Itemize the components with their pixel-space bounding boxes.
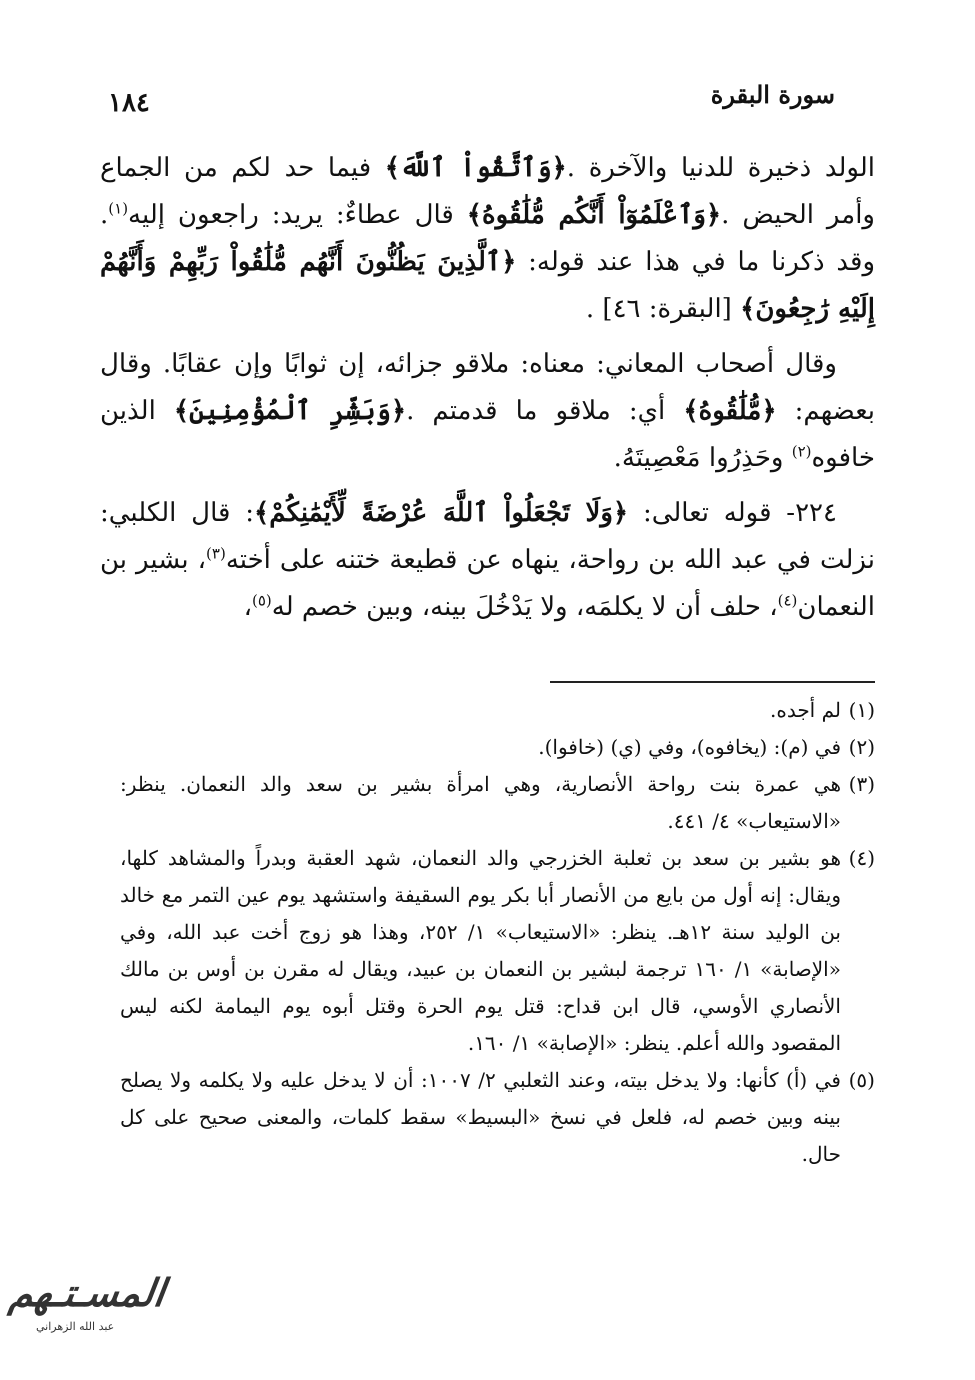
footnote-number: (١) xyxy=(848,698,875,722)
quran-verse: ﴿وَٱعْلَمُوٓاْ أَنَّكُم مُّلَٰقُوهُ﴾ xyxy=(466,200,722,230)
footnote xyxy=(120,692,875,729)
surah-title: سورة البقرة xyxy=(710,80,835,109)
page-header xyxy=(100,78,875,118)
footnote-number: (٢) xyxy=(848,735,875,759)
footnote-text: في (أ) كأنها: ولا يدخل بيته، وعند الثعلبي ٢/ ١٠٠٧: أن لا يدخل عليه ولا يكلمه ولا يصلح بينه وبين خصم له، فلعل في نسخ «البسيط» سقط كلمات، والمعنى صحيح على كل حال. xyxy=(120,1068,841,1166)
body-text: وقال أصحاب المعاني: معناه: ملاقو جزائه، إن ثوابًا وإن عقابًا. وقال بعضهم: xyxy=(100,349,876,426)
footnote-text: هي عمرة بنت رواحة الأنصارية، وهي امرأة بشير بن سعد والد النعمان. ينظر: «الاستيعاب» ٤/ ٤٤١. xyxy=(120,772,841,833)
body-text: ، بشير بن النعمان xyxy=(100,545,875,622)
footnote-ref: (٣) xyxy=(206,544,226,563)
logo-subtitle: عبد الله الزهراني xyxy=(36,1320,115,1333)
body-text: ، حلف أن لا يكلمَه، ولا يَدْخُلَ بينه، وبين خصم له xyxy=(271,592,778,622)
quran-verse: ﴿وَٱتَّقُواْ ٱللَّهَ﴾ xyxy=(384,153,567,183)
publisher-logo xyxy=(6,1270,168,1340)
footnote-number: (٥) xyxy=(848,1068,875,1092)
footnote-text: في (م): (يخافوه)، وفي (ي) (خافوا). xyxy=(538,735,841,759)
footnote-text: هو بشير بن سعد بن ثعلبة الخزرجي والد النعمان، شهد العقبة وبدراً والمشاهد كلها، ويقال: إنه أول من بايع من الأنصار أبا بكر يوم السقيفة واستشهد يوم عين التمر مع خالد بن الوليد سنة ١٢هـ. ينظر: «الاستيعاب» ١/ ٢٥٢، وهذا هو زوج أخت عبد الله، وفي «الإصابة» ١/ ١٦٠ ترجمة لبشير بن النعمان بن عبيد، ويقال له مقرن بن أوس بن مالك الأنصاري الأوسي، قال ابن قداح: قتل يوم الحرة وقتل أبوه يوم اليمامة لكنه ليس المقصود والله أعلم. ينظر: «الإصابة» ١/ ١٦٠. xyxy=(120,846,841,1055)
footnote-number: (٣) xyxy=(848,772,875,796)
footnote-ref: (٤) xyxy=(777,591,798,610)
body-text: [البقرة: ٤٦] . xyxy=(585,294,741,324)
footnote-text: لم أجده. xyxy=(769,698,841,722)
body-text: . وقد ذكرنا ما في هذا عند قوله: xyxy=(100,200,875,277)
page-number: ١٨٤ xyxy=(108,88,150,118)
body-text: الولد ذخيرة للدنيا والآخرة . xyxy=(566,153,876,183)
quran-verse: ﴿وَبَشِّرِ ٱلْمُؤْمِنِينَ﴾ xyxy=(173,396,407,426)
footnote xyxy=(120,729,875,766)
body-text: : قال الكلبي: نزلت في عبد الله بن رواحة، ينهاه عن قطيعة ختنه على أخته xyxy=(100,498,875,575)
footnote xyxy=(120,766,875,840)
body-text: وحَذِرُوا مَعْصِيتَهُ. xyxy=(613,443,792,473)
footnote xyxy=(120,840,875,1062)
footnote-divider xyxy=(550,681,875,683)
body-paragraph xyxy=(100,145,875,333)
body-text: فيما حد لكم من الجماع وأمر الحيض . xyxy=(100,153,875,230)
quran-verse: ﴿ٱلَّذِينَ يَظُنُّونَ أَنَّهُم مُّلَٰقُواْ رَبِّهِمْ وَأَنَّهُمْ إِلَيْهِ رَٰجِعُونَ﴾ xyxy=(100,247,875,324)
footnote-ref: (٢) xyxy=(791,442,812,461)
footnote-ref: (١) xyxy=(108,199,129,218)
quran-verse: ﴿مُّلَٰقُوهُ﴾ xyxy=(683,396,777,426)
body-text: قال عطاءٌ: يريد: راجعون إليه xyxy=(128,200,467,230)
quran-verse: ﴿وَلَا تَجْعَلُواْ ٱللَّهَ عُرْضَةً لِّأَيْمَٰنِكُمْ﴾ xyxy=(253,498,629,528)
body-text: أي: ملاقو ما قدمتم . xyxy=(406,396,684,426)
footnote xyxy=(120,1062,875,1173)
footnotes xyxy=(120,692,875,1173)
body-text: ، xyxy=(243,592,252,622)
body-paragraph xyxy=(100,341,875,482)
body-paragraph xyxy=(100,490,875,631)
body-text: الذين خافوه xyxy=(100,396,875,473)
body-text: ٢٢٤- قوله تعالى: xyxy=(628,498,837,528)
main-text xyxy=(100,145,875,639)
footnote-ref: (٥) xyxy=(251,591,272,610)
logo-mark: المسـتـهم xyxy=(6,1270,168,1315)
footnote-number: (٤) xyxy=(848,846,875,870)
